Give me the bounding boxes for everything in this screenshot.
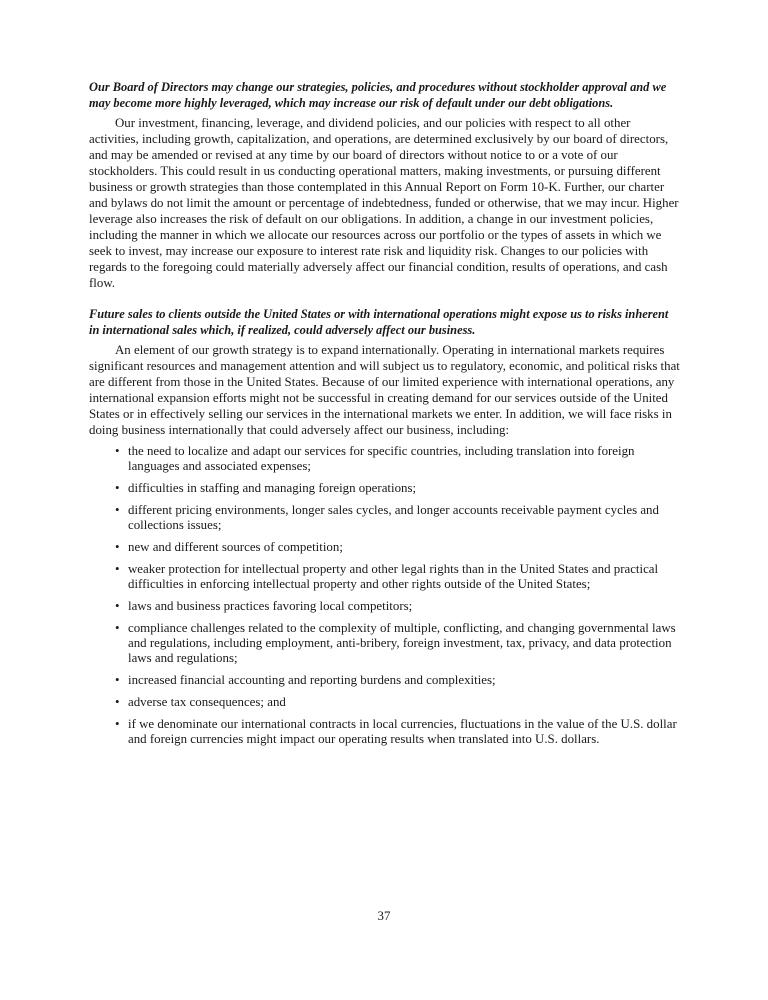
bullet-icon: •: [115, 444, 120, 458]
bullet-icon: •: [115, 717, 120, 731]
section-paragraph-international-sales: An element of our growth strategy is to expand internationally. Operating in international markets requires significant resources and management attention and will subject us to regulatory, economic, and political risks that are different from those in the United States. Because of our limited experience with international operations, any international expansion efforts might not be successful in creating demand for our services outside of the United States or in effectively selling our services in the international markets we enter. In addition, we will face risks in doing business internationally that could adversely affect our business, including:: [89, 343, 680, 437]
document-page: [89, 79, 681, 754]
list-item: [89, 695, 681, 710]
list-item-text: adverse tax consequences; and: [128, 695, 286, 709]
bullet-icon: •: [115, 540, 120, 554]
list-item-text: weaker protection for intellectual property and other legal rights than in the United States and practical difficulties in enforcing intellectual property and other rights outside of the United States;: [128, 562, 659, 591]
list-item-text: difficulties in staffing and managing foreign operations;: [128, 481, 417, 495]
list-item: [89, 503, 681, 533]
list-item-text: compliance challenges related to the complexity of multiple, conflicting, and changing governmental laws and regulations, including employment, anti-bribery, foreign investment, tax, privacy, and data protection laws and regulations;: [128, 621, 676, 665]
list-item-text: new and different sources of competition;: [128, 540, 343, 554]
section-heading-international-sales: Future sales to clients outside the United States or with international operations might expose us to risks inherent in international sales which, if realized, could adversely affect our business.: [89, 307, 669, 337]
list-item: [89, 621, 681, 666]
list-item-text: if we denominate our international contracts in local currencies, fluctuations in the value of the U.S. dollar and foreign currencies might impact our operating results when translated into U.S. dollars.: [128, 717, 677, 746]
section-paragraph-board-of-directors: Our investment, financing, leverage, and dividend policies, and our policies with respect to all other activities, including growth, capitalization, and operations, are determined exclusively by our board of directors, and may be amended or revised at any time by our board of directors without notice to or a vote of our stockholders. This could result in us conducting operational matters, making investments, or pursuing different business or growth strategies than those contemplated in this Annual Report on Form 10-K. Further, our charter and bylaws do not limit the amount or percentage of indebtedness, funded or otherwise, that we may incur. Higher leverage also increases the risk of default on our obligations. In addition, a change in our investment policies, including the manner in which we allocate our resources across our portfolio or the types of assets in which we seek to invest, may increase our exposure to interest rate risk and liquidity risk. Changes to our policies with regards to the foregoing could materially adversely affect our financial condition, results of operations, and cash flow.: [89, 116, 679, 290]
list-item: [89, 673, 681, 688]
bullet-icon: •: [115, 481, 120, 495]
bullet-icon: •: [115, 695, 120, 709]
list-item-text: increased financial accounting and reporting burdens and complexities;: [128, 673, 496, 687]
bullet-icon: •: [115, 503, 120, 517]
section-heading-board-of-directors: Our Board of Directors may change our strategies, policies, and procedures without stockholder approval and we may become more highly leveraged, which may increase our risk of default under our debt obligations.: [89, 80, 667, 110]
page-number: 37: [377, 909, 391, 923]
risk-list: [89, 444, 681, 747]
list-item: [89, 717, 681, 747]
list-item-text: the need to localize and adapt our services for specific countries, including translation into foreign languages and associated expenses;: [128, 444, 635, 473]
bullet-icon: •: [115, 599, 120, 613]
list-item-text: laws and business practices favoring local competitors;: [128, 599, 413, 613]
list-item-text: different pricing environments, longer sales cycles, and longer accounts receivable payment cycles and collections issues;: [128, 503, 659, 532]
bullet-icon: •: [115, 673, 120, 687]
list-item: [89, 481, 681, 496]
bullet-icon: •: [115, 621, 120, 635]
list-item: [89, 540, 681, 555]
bullet-icon: •: [115, 562, 120, 576]
list-item: [89, 599, 681, 614]
list-item: [89, 444, 681, 474]
list-item: [89, 562, 681, 592]
